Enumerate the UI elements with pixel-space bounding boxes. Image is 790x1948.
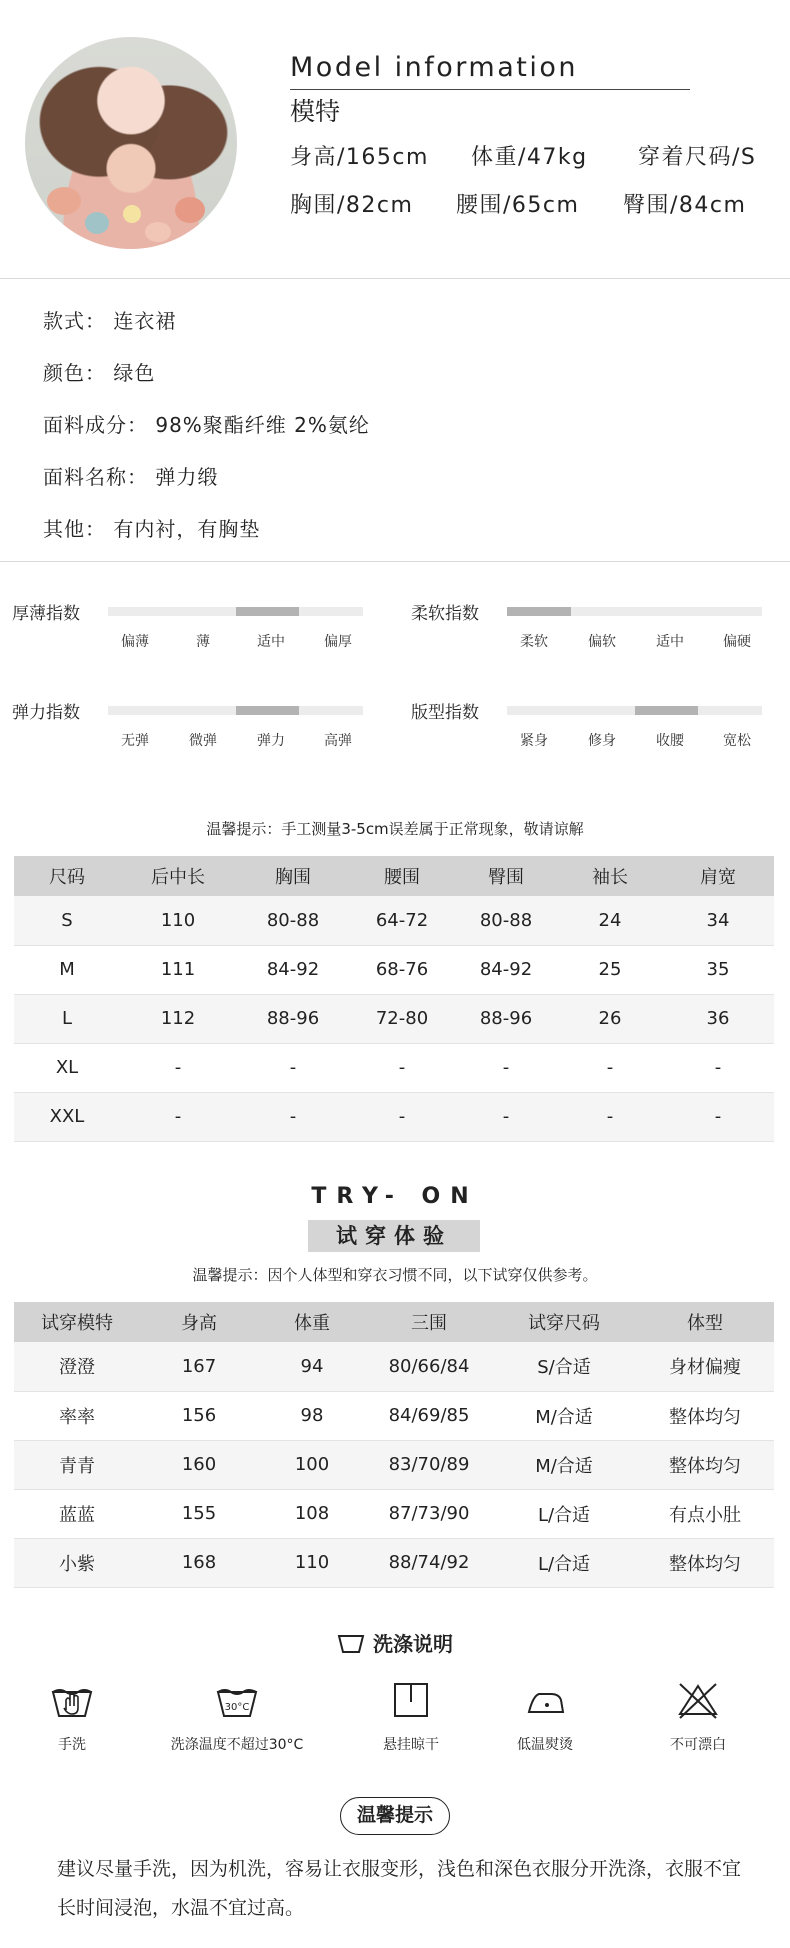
table-cell: XL [14, 1043, 120, 1092]
table-cell: S/合适 [492, 1342, 636, 1391]
tryon-note: 温馨提示：因个人体型和穿衣习惯不同，以下试穿仅供参考。 [192, 1266, 598, 1284]
model-waist: 腰围/65cm [456, 193, 580, 218]
size-table-header [14, 856, 774, 896]
table-row [14, 896, 774, 945]
table-header-cell: 体重 [258, 1302, 366, 1342]
table-cell: 155 [140, 1489, 258, 1538]
table-cell: 98 [258, 1391, 366, 1440]
index-tick: 偏厚 [324, 634, 352, 650]
index-bar [108, 706, 363, 715]
wash-30-icon-text: 30°C [224, 1702, 250, 1713]
table-cell: M/合适 [492, 1440, 636, 1489]
table-row [14, 1489, 774, 1538]
tryon-title: TRY- ON [311, 1184, 479, 1209]
index-tick: 柔软 [520, 634, 548, 650]
model-size: 穿着尺码/S [638, 145, 757, 170]
index-label: 厚薄指数 [12, 604, 80, 624]
wash-label-hand: 手洗 [58, 1737, 86, 1753]
table-cell: 35 [662, 945, 774, 994]
product-other: 其他： 有内衬，有胸垫 [43, 517, 261, 541]
table-row [14, 1043, 774, 1092]
table-cell: 率率 [14, 1391, 140, 1440]
index-fill [236, 607, 300, 616]
table-row [14, 1440, 774, 1489]
model-title-underline [290, 89, 690, 90]
product-style: 款式： 连衣裙 [43, 309, 177, 333]
model-avatar [25, 37, 237, 249]
wash-label-hang: 悬挂晾干 [383, 1737, 439, 1753]
table-cell: 72-80 [350, 994, 454, 1043]
index-tick: 微弹 [189, 733, 217, 749]
table-row [14, 945, 774, 994]
table-cell: 83/70/89 [366, 1440, 492, 1489]
table-row [14, 1342, 774, 1391]
no-bleach-icon [608, 1680, 788, 1720]
index-tick: 弹力 [257, 733, 285, 749]
model-height: 身高/165cm [290, 145, 429, 170]
table-cell: - [454, 1092, 558, 1141]
tip-badge: 温馨提示 [340, 1797, 450, 1835]
table-cell: 112 [120, 994, 236, 1043]
index-tick: 偏软 [588, 634, 616, 650]
table-cell: 160 [140, 1440, 258, 1489]
table-cell: 澄澄 [14, 1342, 140, 1391]
tryon-table-header [14, 1302, 774, 1342]
table-header-cell: 袖长 [558, 856, 662, 896]
table-cell: 64-72 [350, 896, 454, 945]
wash-label-bleach: 不可漂白 [670, 1737, 726, 1753]
table-row [14, 1538, 774, 1587]
index-bar [507, 706, 762, 715]
table-cell: M [14, 945, 120, 994]
wash-item-30 [147, 1680, 327, 1754]
wash-item-hand [0, 1680, 162, 1754]
wash-label-iron: 低温熨烫 [517, 1737, 573, 1753]
table-cell: - [454, 1043, 558, 1092]
table-cell: 80-88 [236, 896, 350, 945]
index-label: 版型指数 [411, 703, 479, 723]
table-cell: 小紫 [14, 1538, 140, 1587]
table-cell: 156 [140, 1391, 258, 1440]
table-cell: 100 [258, 1440, 366, 1489]
index-tick: 紧身 [520, 733, 548, 749]
table-cell: - [350, 1092, 454, 1141]
table-cell: - [558, 1092, 662, 1141]
model-bust: 胸围/82cm [290, 193, 414, 218]
table-cell: 84-92 [454, 945, 558, 994]
table-header-cell: 胸围 [236, 856, 350, 896]
table-cell: 167 [140, 1342, 258, 1391]
size-note: 温馨提示：手工测量3-5cm误差属于正常现象，敬请谅解 [206, 820, 584, 838]
tryon-table [14, 1302, 774, 1588]
table-cell: 88/74/92 [366, 1538, 492, 1587]
divider [0, 561, 790, 562]
table-header-cell: 试穿模特 [14, 1302, 140, 1342]
table-cell: 整体均匀 [636, 1538, 774, 1587]
index-tick: 无弹 [121, 733, 149, 749]
index-bar [108, 607, 363, 616]
table-cell: XXL [14, 1092, 120, 1141]
wash-label-30: 洗涤温度不超过30°C [170, 1737, 304, 1753]
table-cell: 84/69/85 [366, 1391, 492, 1440]
table-cell: L [14, 994, 120, 1043]
table-cell: 整体均匀 [636, 1440, 774, 1489]
model-hip: 臀围/84cm [623, 193, 747, 218]
table-header-cell: 肩宽 [662, 856, 774, 896]
tip-text: 建议尽量手洗，因为机洗，容易让衣服变形，浅色和深色衣服分开洗涤，衣服不宜长时间浸泡，水温不宜过高。 [57, 1858, 742, 1919]
wash-basin-icon [337, 1632, 365, 1659]
product-color: 颜色： 绿色 [43, 361, 156, 385]
index-label: 弹力指数 [12, 703, 80, 723]
table-cell: 身材偏瘦 [636, 1342, 774, 1391]
table-cell: 108 [258, 1489, 366, 1538]
index-fill [236, 706, 300, 715]
table-cell: 168 [140, 1538, 258, 1587]
table-cell: - [662, 1043, 774, 1092]
model-section [0, 0, 790, 278]
tryon-subtitle: 试穿体验 [308, 1220, 480, 1252]
table-cell: 80-88 [454, 896, 558, 945]
index-tick: 收腰 [656, 733, 684, 749]
table-row [14, 1391, 774, 1440]
model-info-title: Model information [290, 52, 578, 83]
table-cell: 94 [258, 1342, 366, 1391]
table-cell: 26 [558, 994, 662, 1043]
model-subtitle: 模特 [290, 97, 341, 126]
table-cell: 青青 [14, 1440, 140, 1489]
index-fill [507, 607, 571, 616]
model-weight: 体重/47kg [471, 145, 588, 170]
table-header-cell: 臀围 [454, 856, 558, 896]
divider [0, 278, 790, 279]
table-cell: - [350, 1043, 454, 1092]
product-composition: 面料成分： 98%聚酯纤维 2%氨纶 [43, 413, 370, 437]
table-cell: 68-76 [350, 945, 454, 994]
index-tick: 宽松 [723, 733, 751, 749]
table-header-cell: 腰围 [350, 856, 454, 896]
index-tick: 高弹 [324, 733, 352, 749]
product-fabric: 面料名称： 弹力缎 [43, 465, 219, 489]
table-header-cell: 体型 [636, 1302, 774, 1342]
table-cell: 80/66/84 [366, 1342, 492, 1391]
index-tick: 适中 [257, 634, 285, 650]
table-cell: 蓝蓝 [14, 1489, 140, 1538]
table-cell: S [14, 896, 120, 945]
table-header-cell: 试穿尺码 [492, 1302, 636, 1342]
table-cell: - [120, 1092, 236, 1141]
table-row [14, 994, 774, 1043]
table-cell: 24 [558, 896, 662, 945]
wash-title-text: 洗涤说明 [373, 1632, 453, 1656]
table-cell: 88-96 [236, 994, 350, 1043]
table-cell: 36 [662, 994, 774, 1043]
table-cell: - [662, 1092, 774, 1141]
table-cell: 110 [120, 896, 236, 945]
size-table [14, 856, 774, 1142]
table-cell: 整体均匀 [636, 1391, 774, 1440]
wash-item-bleach [608, 1680, 788, 1754]
index-tick: 偏硬 [723, 634, 751, 650]
index-tick: 适中 [656, 634, 684, 650]
index-bar [507, 607, 762, 616]
table-header-cell: 后中长 [120, 856, 236, 896]
hand-wash-icon [0, 1680, 162, 1720]
table-cell: 34 [662, 896, 774, 945]
table-cell: - [236, 1043, 350, 1092]
table-cell: L/合适 [492, 1538, 636, 1587]
table-cell: 111 [120, 945, 236, 994]
table-header-cell: 尺码 [14, 856, 120, 896]
table-row [14, 1092, 774, 1141]
wash-title [0, 1628, 790, 1659]
index-fill [635, 706, 699, 715]
index-label: 柔软指数 [411, 604, 479, 624]
table-cell: - [120, 1043, 236, 1092]
table-cell: 87/73/90 [366, 1489, 492, 1538]
wash-30-icon [147, 1680, 327, 1720]
index-tick: 修身 [588, 733, 616, 749]
table-cell: 有点小肚 [636, 1489, 774, 1538]
table-cell: 25 [558, 945, 662, 994]
table-cell: - [236, 1092, 350, 1141]
table-header-cell: 三围 [366, 1302, 492, 1342]
index-tick: 薄 [196, 634, 210, 650]
table-header-cell: 身高 [140, 1302, 258, 1342]
table-cell: M/合适 [492, 1391, 636, 1440]
table-cell: L/合适 [492, 1489, 636, 1538]
table-cell: 84-92 [236, 945, 350, 994]
table-cell: 88-96 [454, 994, 558, 1043]
table-cell: - [558, 1043, 662, 1092]
table-cell: 110 [258, 1538, 366, 1587]
index-tick: 偏薄 [121, 634, 149, 650]
